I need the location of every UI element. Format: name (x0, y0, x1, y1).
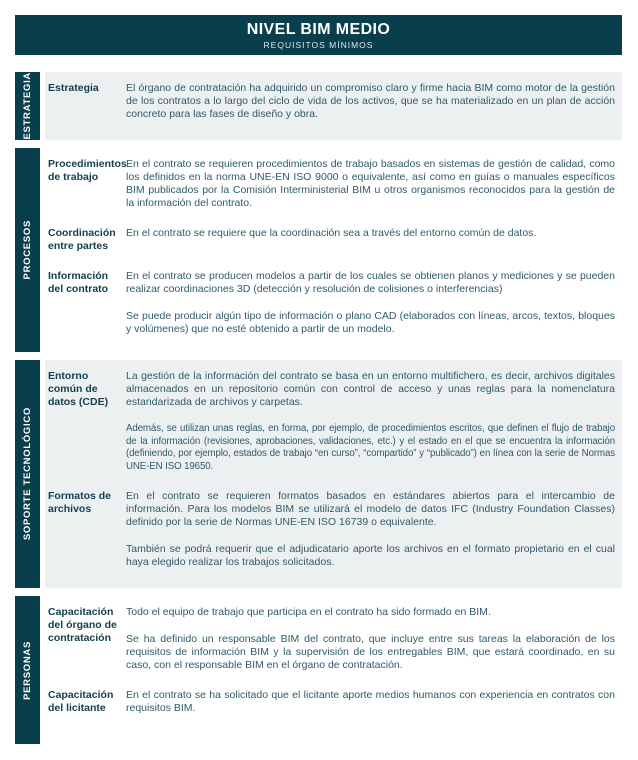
category-label-personas: PERSONAS (22, 640, 33, 700)
section-content-personas (45, 596, 622, 744)
row-body (123, 82, 615, 121)
row-label-informacion: Información del contrato (48, 270, 109, 295)
category-bar-procesos (15, 148, 40, 352)
paragraph: En el contrato se requiere que la coordinación sea a través del entorno común de datos. (126, 227, 537, 239)
page-subtitle: REQUISITOS MÍNIMOS (263, 39, 374, 50)
section-personas (15, 596, 622, 744)
table-row (48, 158, 615, 210)
paragraph: Se puede producir algún tipo de información o plano CAD (elaborados con líneas, arcos, textos, bloques y volúmenes) que no esté obtenido a partir de un modelo. (126, 310, 615, 335)
section-procesos (15, 148, 622, 352)
category-label-estrategia: ESTRATEGIA (22, 72, 33, 140)
table-row (48, 227, 615, 253)
paragraph: Todo el equipo de trabajo que participa en el contrato ha sido formado en BIM. (126, 606, 491, 618)
table-row (48, 270, 615, 336)
table-row (48, 82, 615, 121)
category-bar-estrategia (15, 72, 40, 140)
paragraph: En el contrato se producen modelos a partir de los cuales se obtienen planos y mediciones y se pueden realizar coordinaciones 3D (detección y resolución de colisiones o interferencias) (126, 270, 615, 295)
paragraph: La gestión de la información del contrato se basa en un entorno multifichero, es decir, archivos digitales almacenados en un repositorio común con control de acceso y unas reglas para la nomenclatura estandarizada de archivos y carpetas. (126, 370, 615, 408)
document-header (15, 15, 622, 55)
section-estrategia (15, 72, 622, 140)
row-body (123, 606, 615, 672)
row-body (123, 227, 615, 253)
paragraph: En el contrato se ha solicitado que el licitante aporte medios humanos con experiencia en contratos con requisitos BIM. (126, 689, 615, 714)
table-row (48, 689, 615, 715)
row-label-formatos: Formatos de archivos (48, 490, 112, 515)
section-soporte-tecnologico (15, 360, 622, 588)
paragraph: En el contrato se requieren procedimientos de trabajo basados en sistemas de gestión de calidad, como los definidos en la norma UNE-EN ISO 9000 o equivalente, así como en guías o manuales específicos BIM publicados por la Comisión Interministerial BIM u otros organismos reconocidos para la gestión de la información del contrato. (126, 158, 615, 209)
row-body (123, 158, 615, 210)
paragraph: También se podrá requerir que el adjudicatario aporte los archivos en el formato propietario en el cual haya elegido realizar los trabajos solicitados. (126, 543, 615, 568)
table-row (48, 370, 615, 473)
section-content-soporte (45, 360, 622, 588)
row-label-capacitacion-organo: Capacitación del órgano de contratación (48, 606, 117, 644)
section-content-procesos (45, 148, 622, 352)
paragraph: Se ha definido un responsable BIM del contrato, que incluye entre sus tareas la elaboración de los requisitos de información BIM y la supervisión de los entregables BIM, que estará coordinado, en su caso, con el responsable BIM en el órgano de contratación. (126, 633, 615, 671)
page-title: NIVEL BIM MEDIO (246, 20, 391, 38)
row-label-cde: Entorno común de datos (CDE) (48, 370, 109, 408)
category-label-soporte: SOPORTE TECNOLÓGICO (22, 407, 33, 541)
category-bar-soporte (15, 360, 40, 588)
row-label-capacitacion-licitante: Capacitación del licitante (48, 689, 114, 714)
row-body (123, 490, 615, 569)
row-body (123, 689, 615, 715)
table-row (48, 606, 615, 672)
row-body (123, 370, 615, 473)
table-row (48, 490, 615, 569)
paragraph: Además, se utilizan unas reglas, en forma, por ejemplo, de procedimientos escritos, que definen el flujo de trabajo de la información (revisiones, aprobaciones, validaciones, etc.) y el estado en el que se encuentra la información (definiendo, por ejemplo, estados de trabajo “en curso”, “compartido” y “publicado”) en línea con la serie de Normas UNE-EN ISO 19650. (126, 423, 615, 472)
row-label-estrategia: Estrategia (48, 82, 99, 94)
row-body (123, 270, 615, 336)
paragraph: El órgano de contratación ha adquirido un compromiso claro y firme hacia BIM como motor de la gestión de los contratos a lo largo del ciclo de vida de los activos, que se ha materializado en un plan de acción concreto para las fases de diseño y obra. (126, 82, 615, 120)
paragraph: En el contrato se requieren formatos basados en estándares abiertos para el intercambio de información. Para los modelos BIM se utilizará el modelo de datos IFC (Industry Foundation Classes) definido por la serie de Normas UNE-EN ISO 16739 o equivalente. (126, 490, 615, 528)
row-label-procedimientos: Procedimientos de trabajo (48, 158, 127, 183)
section-content-estrategia (45, 72, 622, 140)
category-bar-personas (15, 596, 40, 744)
category-label-procesos: PROCESOS (22, 220, 33, 280)
row-label-coordinacion: Coordinación entre partes (48, 227, 116, 252)
